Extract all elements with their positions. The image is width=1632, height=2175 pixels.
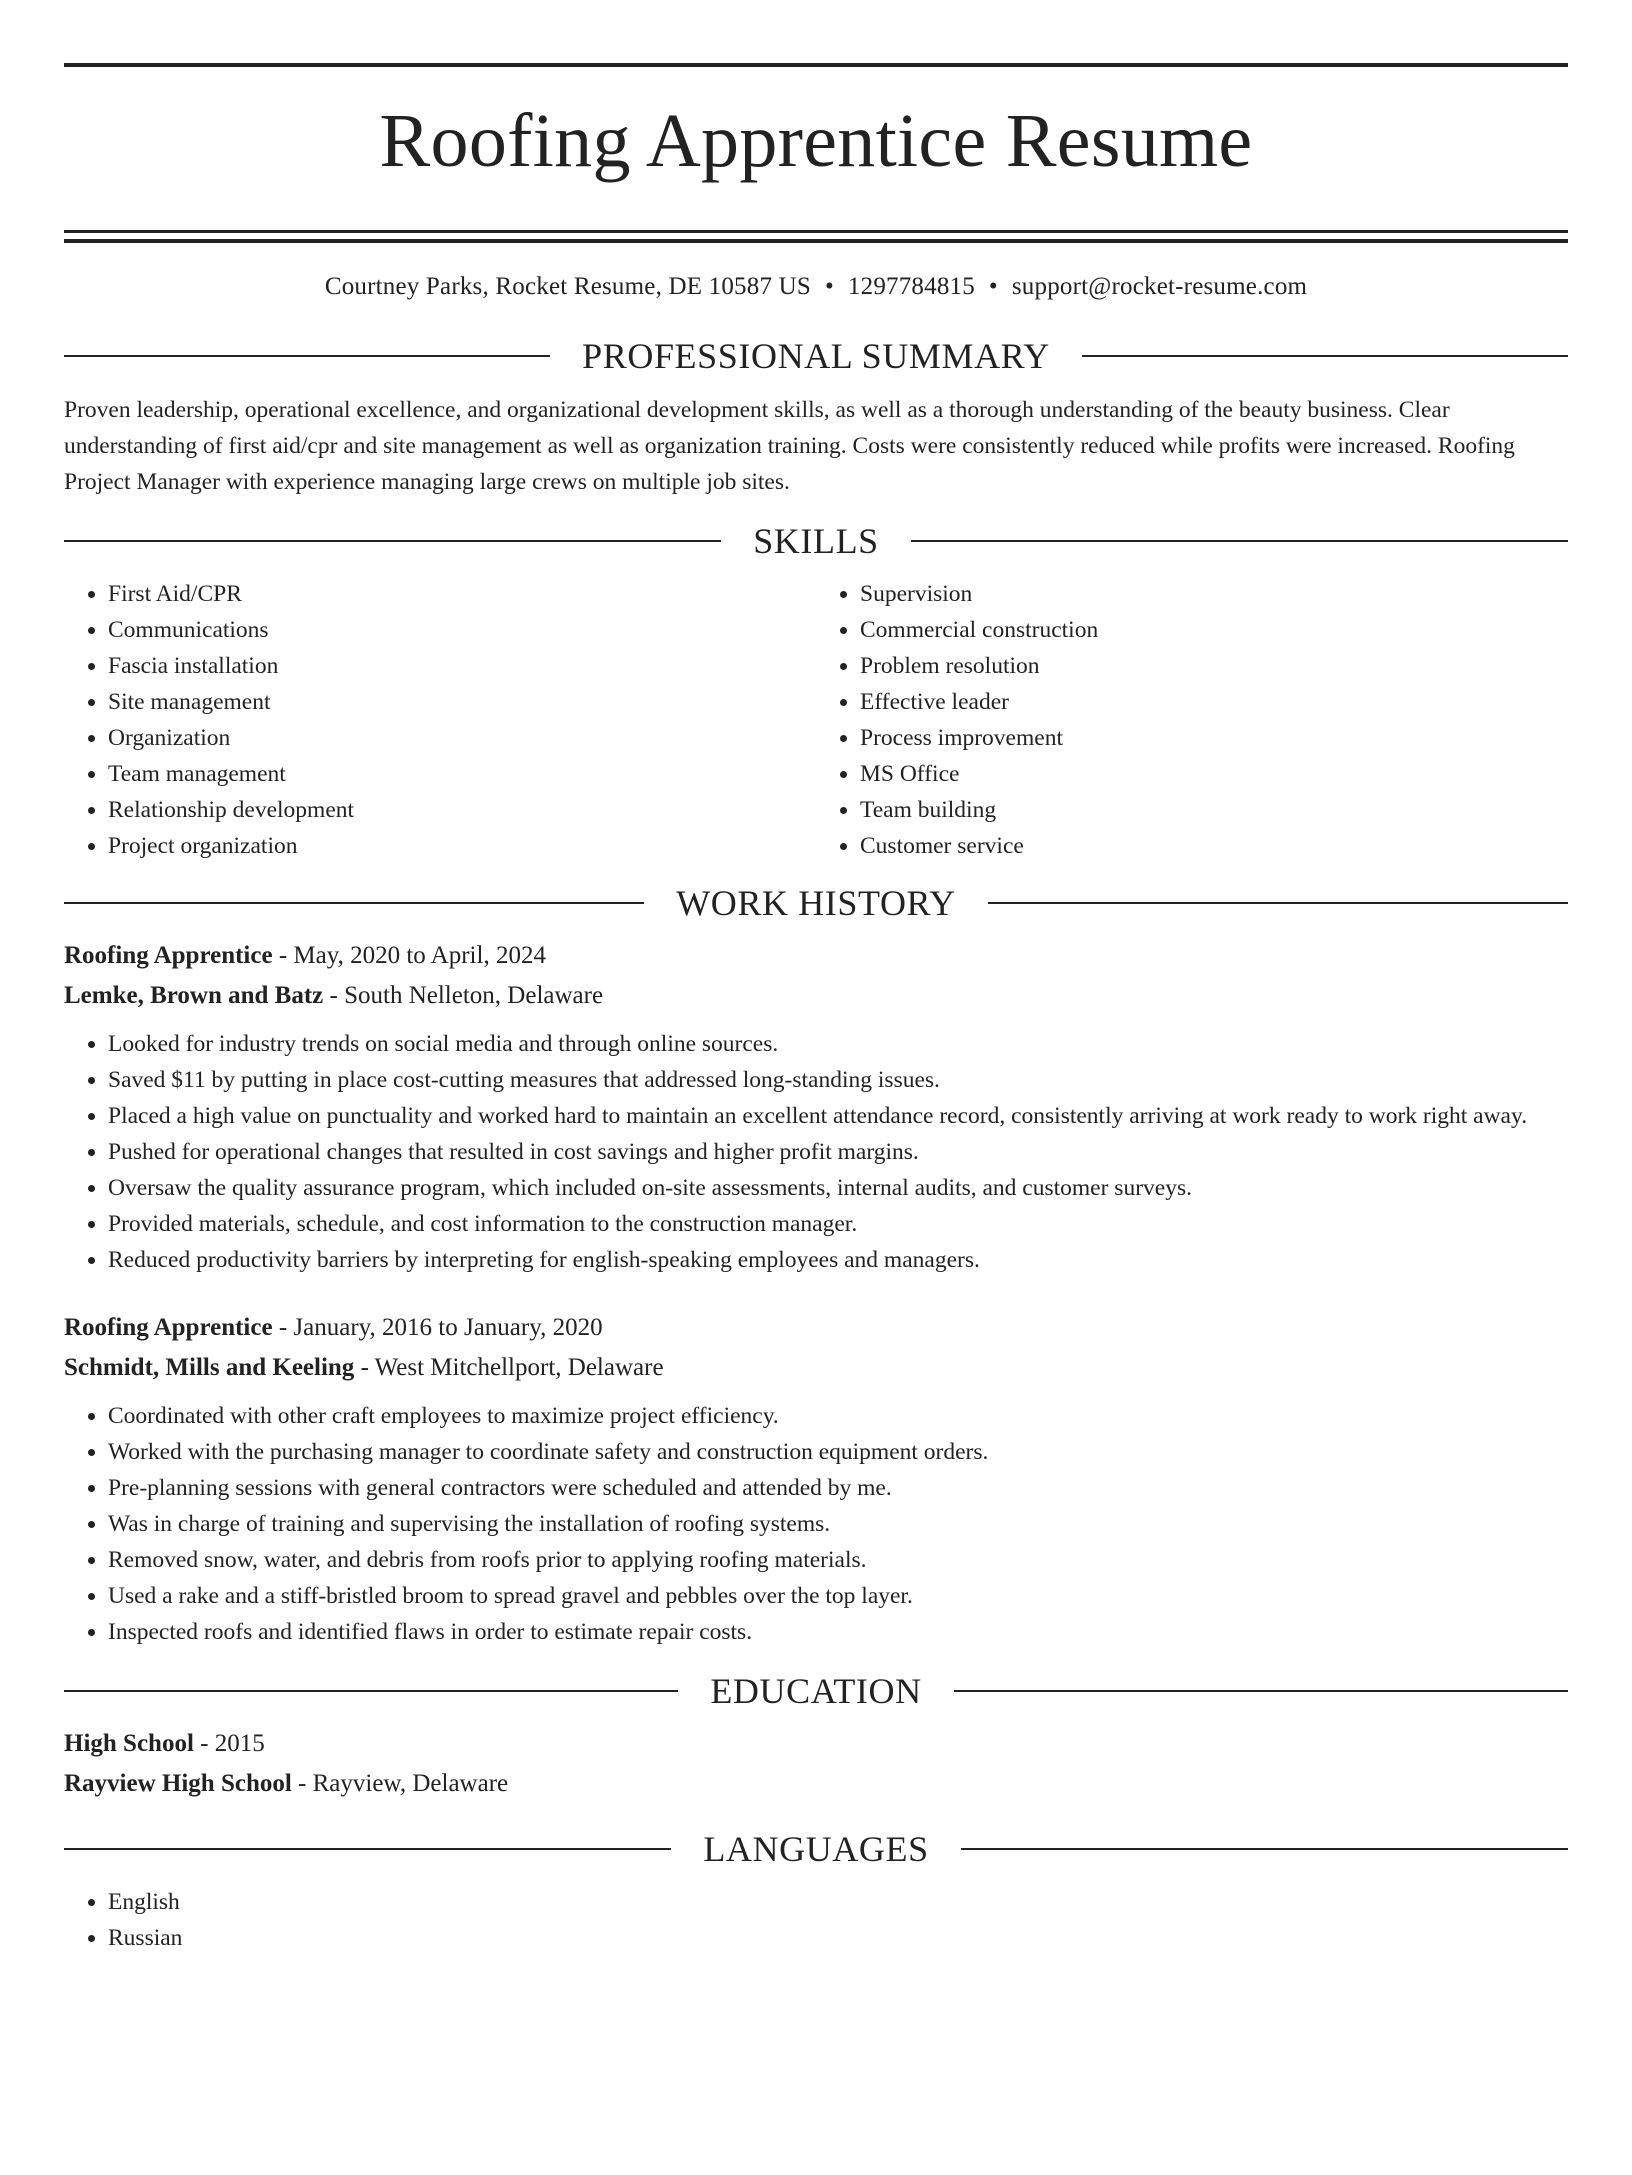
skills-grid bbox=[64, 576, 1568, 864]
job-title: Roofing Apprentice bbox=[64, 1313, 273, 1341]
skills-list-right bbox=[816, 576, 1568, 864]
job-dates: - January, 2016 to January, 2020 bbox=[272, 1313, 603, 1341]
contact-separator: • bbox=[988, 272, 998, 300]
skill-item: • Customer service bbox=[860, 828, 1568, 864]
summary-section-header bbox=[64, 335, 1568, 377]
duty-item: • Coordinated with other craft employees to maximize project efficiency. bbox=[108, 1398, 1568, 1434]
skills-section-header bbox=[64, 520, 1568, 562]
top-rule bbox=[64, 63, 1568, 67]
contact-email[interactable]: support@rocket-resume.com bbox=[1011, 272, 1308, 300]
section-rule bbox=[64, 540, 721, 542]
section-rule bbox=[1082, 355, 1568, 357]
job-dates: - May, 2020 to April, 2024 bbox=[272, 941, 546, 969]
duty-item: • Was in charge of training and supervising the installation of roofing systems. bbox=[108, 1506, 1568, 1542]
job-title: Roofing Apprentice bbox=[64, 941, 273, 969]
contact-phone: 1297784815 bbox=[847, 272, 975, 300]
section-rule bbox=[988, 902, 1568, 904]
skill-item: • MS Office bbox=[860, 756, 1568, 792]
education-location: - Rayview, Delaware bbox=[291, 1769, 509, 1797]
title-double-rule bbox=[64, 230, 1568, 243]
job-entry bbox=[64, 1308, 1568, 1650]
language-item: • English bbox=[108, 1884, 1568, 1920]
job-title-line bbox=[64, 1308, 1568, 1348]
job-company-line bbox=[64, 976, 1568, 1016]
summary-heading: PROFESSIONAL SUMMARY bbox=[582, 335, 1050, 376]
skill-item: • Communications bbox=[108, 612, 816, 648]
skill-item: • Effective leader bbox=[860, 684, 1568, 720]
section-rule bbox=[954, 1690, 1568, 1692]
education-section-header bbox=[64, 1670, 1568, 1712]
duty-item: • Placed a high value on punctuality and worked hard to maintain an excellent attendance record, consistently arriving at work ready to work right away. bbox=[108, 1098, 1568, 1134]
duty-item: • Saved $11 by putting in place cost-cutting measures that addressed long-standing issues. bbox=[108, 1062, 1568, 1098]
duty-item: • Pushed for operational changes that resulted in cost savings and higher profit margins. bbox=[108, 1134, 1568, 1170]
skill-item: • Process improvement bbox=[860, 720, 1568, 756]
job-entry bbox=[64, 936, 1568, 1278]
job-location: - West Mitchellport, Delaware bbox=[354, 1353, 664, 1381]
work-heading: WORK HISTORY bbox=[676, 882, 956, 923]
skill-item: • Organization bbox=[108, 720, 816, 756]
job-location: - South Nelleton, Delaware bbox=[323, 981, 604, 1009]
job-company: Lemke, Brown and Batz bbox=[64, 981, 324, 1009]
contact-separator: • bbox=[824, 272, 834, 300]
resume-page bbox=[0, 63, 1632, 2175]
duty-item: • Pre-planning sessions with general contractors were scheduled and attended by me. bbox=[108, 1470, 1568, 1506]
skill-item: • Supervision bbox=[860, 576, 1568, 612]
education-school-line bbox=[64, 1764, 1568, 1804]
duty-item: • Oversaw the quality assurance program, which included on-site assessments, internal audits, and customer surveys. bbox=[108, 1170, 1568, 1206]
skill-item: • Team building bbox=[860, 792, 1568, 828]
job-title-line bbox=[64, 936, 1568, 976]
duty-item: • Reduced productivity barriers by interpreting for english-speaking employees and managers. bbox=[108, 1242, 1568, 1278]
languages-section-header bbox=[64, 1828, 1568, 1870]
work-section-header bbox=[64, 882, 1568, 924]
section-rule bbox=[64, 355, 550, 357]
duty-item: • Looked for industry trends on social media and through online sources. bbox=[108, 1026, 1568, 1062]
skill-item: • Fascia installation bbox=[108, 648, 816, 684]
resume-title: Roofing Apprentice Resume bbox=[379, 99, 1253, 183]
education-school: Rayview High School bbox=[64, 1769, 292, 1797]
languages-heading: LANGUAGES bbox=[703, 1828, 929, 1869]
skill-item: • Relationship development bbox=[108, 792, 816, 828]
contact-line bbox=[64, 273, 1568, 301]
summary-text: Proven leadership, operational excellence, and organizational development skills, as well as a thorough understanding of the beauty business. Clear understanding of first aid/cpr and site management as well as organization training. Costs were consistently reduced while profits were increased. Roofing Project Manager with experience managing large crews on multiple job sites. bbox=[64, 396, 1515, 495]
skill-item: • First Aid/CPR bbox=[108, 576, 816, 612]
skill-item: • Problem resolution bbox=[860, 648, 1568, 684]
skill-item: • Commercial construction bbox=[860, 612, 1568, 648]
language-item: • Russian bbox=[108, 1920, 1568, 1956]
section-rule bbox=[64, 1690, 678, 1692]
duty-item: • Provided materials, schedule, and cost information to the construction manager. bbox=[108, 1206, 1568, 1242]
job-company-line bbox=[64, 1348, 1568, 1388]
job-duties bbox=[64, 1398, 1568, 1650]
contact-address: Courtney Parks, Rocket Resume, DE 10587 US bbox=[324, 272, 811, 300]
duty-item: • Removed snow, water, and debris from roofs prior to applying roofing materials. bbox=[108, 1542, 1568, 1578]
skill-item: • Site management bbox=[108, 684, 816, 720]
education-degree: High School bbox=[64, 1729, 194, 1757]
languages-list bbox=[64, 1884, 1568, 1956]
section-rule bbox=[64, 1848, 671, 1850]
skill-item: • Project organization bbox=[108, 828, 816, 864]
skill-item: • Team management bbox=[108, 756, 816, 792]
duty-item: • Worked with the purchasing manager to coordinate safety and construction equipment orders. bbox=[108, 1434, 1568, 1470]
education-heading: EDUCATION bbox=[710, 1670, 922, 1711]
education-entry bbox=[64, 1724, 1568, 1804]
duty-item: • Inspected roofs and identified flaws in order to estimate repair costs. bbox=[108, 1614, 1568, 1650]
skills-list-left bbox=[64, 576, 816, 864]
education-degree-line bbox=[64, 1724, 1568, 1764]
job-company: Schmidt, Mills and Keeling bbox=[64, 1353, 355, 1381]
education-year: - 2015 bbox=[193, 1729, 265, 1757]
skills-heading: SKILLS bbox=[753, 520, 879, 561]
section-rule bbox=[911, 540, 1568, 542]
section-rule bbox=[961, 1848, 1568, 1850]
section-rule bbox=[64, 902, 644, 904]
job-duties bbox=[64, 1026, 1568, 1278]
duty-item: • Used a rake and a stiff-bristled broom to spread gravel and pebbles over the top layer. bbox=[108, 1578, 1568, 1614]
